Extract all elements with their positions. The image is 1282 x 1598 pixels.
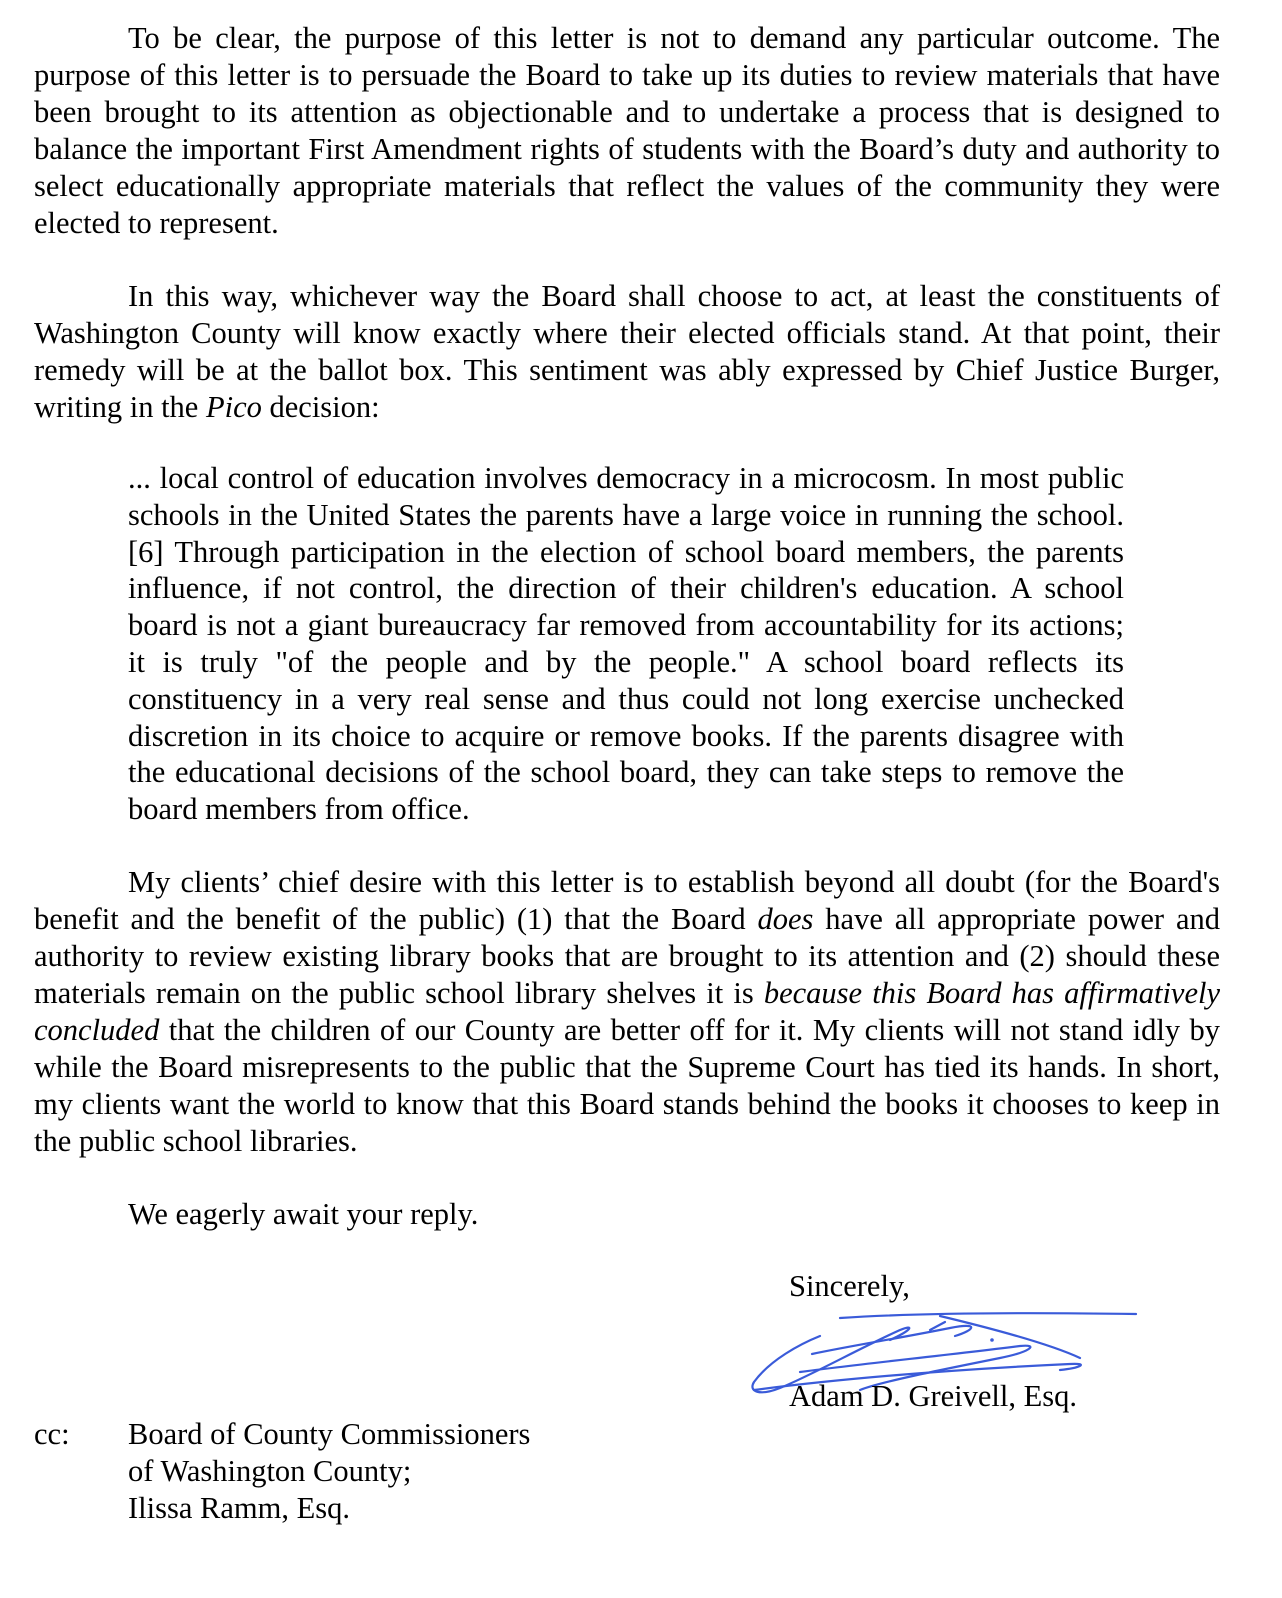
- paragraph-constituents-end: decision:: [261, 390, 380, 424]
- cc-label: cc:: [34, 1417, 70, 1451]
- paragraph-await-reply: We eagerly await your reply.: [128, 1197, 479, 1231]
- emphasis-does: does: [757, 902, 814, 936]
- paragraph-desire-text-a: My clients’ chief desire with this letter is to establish beyond all doubt (for the Board's benefit and the benefit of the public) (1) that the Board: [34, 865, 1220, 936]
- paragraph-constituents-text: In this way, whichever way the Board shall choose to act, at least the constituents of Washington County will know exactly where their elected officials stand. At that point, their remedy will be at the ballot box. This sentiment was ably expressed by Chief Justice Burger, writing in the: [34, 279, 1220, 424]
- closing-salutation: Sincerely,: [789, 1269, 910, 1303]
- paragraph-purpose: To be clear, the purpose of this letter is not to demand any particular outcome. The purpose of this letter is to persuade the Board to take up its duties to review materials that have been brought to its attention as objectionable and to undertake a process that is designed to balance the important First Amendment rights of students with the Board’s duty and authority to select educationally appropriate materials that reflect the values of the community they were elected to represent.: [34, 21, 1220, 240]
- cc-recipient: Board of County Commissioners: [128, 1417, 531, 1451]
- block-quote: ... local control of education involves democracy in a microcosm. In most public schools in the United States the parents have a large voice in running the school.[6] Through participation in the election of school board members, the parents influence, if not control, the direction of their children's education. A school board is not a giant bureaucracy far removed from accountability for its actions; it is truly "of the people and by the people." A school board reflects its constituency in a very real sense and thus could not long exercise unchecked discretion in its choice to acquire or remove books. If the parents disagree with the educational decisions of the school board, they can take steps to remove the board members from office.: [128, 461, 1124, 827]
- paragraph-desire-text-b: have all appropriate power and authority to review existing library books that are brought to its attention and (2) should these materials remain on the public school library shelves it is: [34, 902, 1220, 1010]
- emphasis-concluded: because this Board has affirmatively concluded: [34, 976, 1221, 1047]
- cc-recipient: of Washington County;: [128, 1454, 412, 1488]
- paragraph-desire-text-c: that the children of our County are better off for it. My clients will not stand idly by while the Board misrepresents to the public that the Supreme Court has tied its hands. In short, my clients want the world to know that this Board stands behind the books it chooses to keep in the public school libraries.: [34, 1013, 1220, 1158]
- cc-recipient-list: [128, 1416, 530, 1527]
- cc-recipient: Ilissa Ramm, Esq.: [128, 1491, 350, 1525]
- paragraph-constituents: [34, 278, 1220, 426]
- signer-name: Adam D. Greivell, Esq.: [789, 1379, 1077, 1413]
- paragraph-desire: [34, 864, 1220, 1160]
- case-name-pico: Pico: [205, 390, 262, 424]
